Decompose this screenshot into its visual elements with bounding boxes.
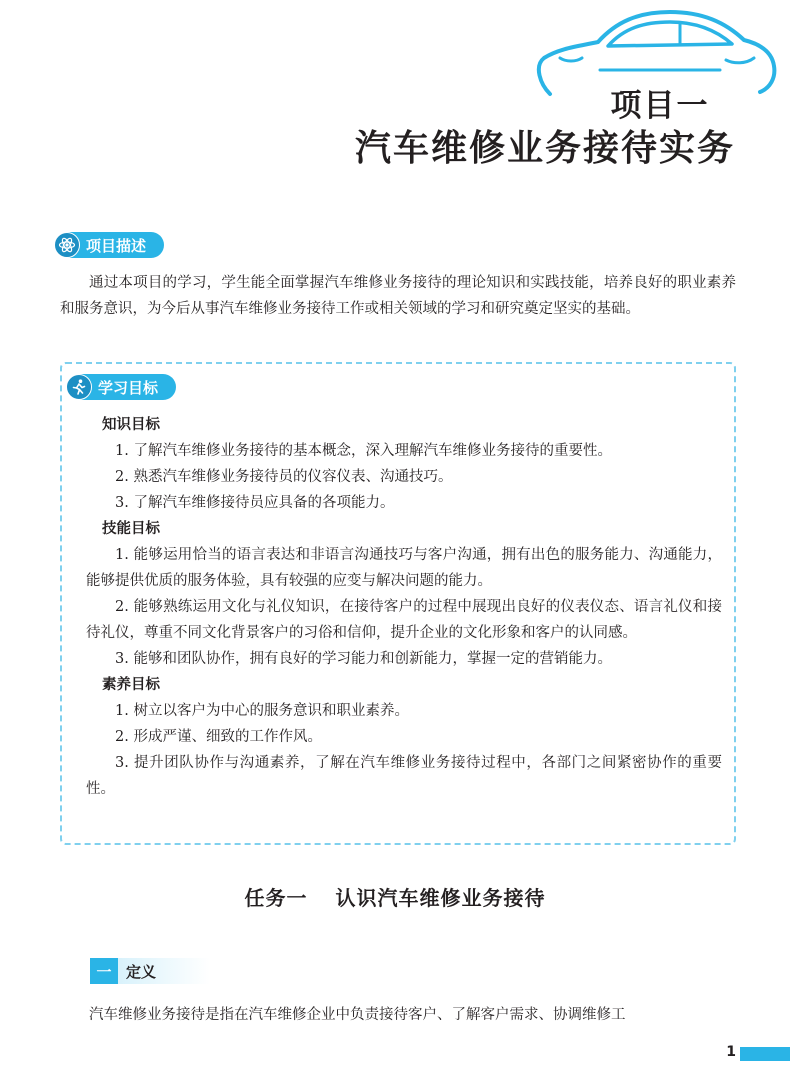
knowledge-objectives-heading: 知识目标 bbox=[102, 417, 160, 433]
list-item: 2. 能够熟练运用文化与礼仪知识，在接待客户的过程中展现出良好的仪表仪态、语言礼仪和接待礼仪，尊重不同文化背景客户的习俗和信仰，提升企业的文化形象和客户的认同感。 bbox=[86, 599, 722, 641]
list-item: 1. 能够运用恰当的语言表达和非语言沟通技巧与客户沟通，拥有出色的服务能力、沟通能力，能够提供优质的服务体验，具有较强的应变与解决问题的能力。 bbox=[86, 547, 722, 589]
project-title: 汽车维修业务接待实务 bbox=[354, 128, 735, 169]
section-number: 一 bbox=[90, 958, 118, 984]
learning-objectives-tag bbox=[68, 374, 176, 400]
project-description-text: 通过本项目的学习，学生能全面掌握汽车维修业务接待的理论知识和实践技能，培养良好的职业素养和服务意识，为今后从事汽车维修业务接待工作或相关领域的学习和研究奠定坚实的基础。 bbox=[60, 275, 736, 317]
list-item: 3. 了解汽车维修接待员应具备的各项能力。 bbox=[115, 495, 395, 511]
task-title bbox=[0, 882, 790, 911]
skill-objectives-heading: 技能目标 bbox=[102, 521, 160, 537]
section-label: 定义 bbox=[126, 962, 157, 981]
list-item: 3. 能够和团队协作，拥有良好的学习能力和创新能力，掌握一定的营销能力。 bbox=[115, 651, 612, 667]
project-description-tag bbox=[56, 232, 164, 258]
task-name: 认识汽车维修业务接待 bbox=[335, 886, 546, 910]
task-number: 任务一 bbox=[244, 886, 308, 910]
list-item: 2. 形成严谨、细致的工作作风。 bbox=[115, 729, 322, 745]
list-item: 1. 了解汽车维修业务接待的基本概念，深入理解汽车维修业务接待的重要性。 bbox=[115, 443, 612, 459]
section-heading bbox=[90, 958, 210, 984]
project-number: 项目一 bbox=[610, 88, 710, 124]
list-item: 3. 提升团队协作与沟通素养，了解在汽车维修业务接待过程中，各部门之间紧密协作的重要性。 bbox=[86, 755, 722, 797]
quality-objectives-heading: 素养目标 bbox=[102, 677, 160, 693]
project-description-label: 项目描述 bbox=[86, 236, 147, 255]
page-number-bar bbox=[740, 1047, 790, 1061]
list-item: 1. 树立以客户为中心的服务意识和职业素养。 bbox=[115, 703, 409, 719]
objectives-content bbox=[86, 412, 722, 802]
body-paragraph: 汽车维修业务接待是指在汽车维修企业中负责接待客户、了解客户需求、协调维修工 bbox=[89, 1007, 626, 1023]
running-person-icon bbox=[66, 374, 92, 400]
learning-objectives-label: 学习目标 bbox=[98, 378, 159, 397]
list-item: 2. 熟悉汽车维修业务接待员的仪容仪表、沟通技巧。 bbox=[115, 469, 453, 485]
atom-icon bbox=[54, 232, 80, 258]
page-number: 1 bbox=[726, 1044, 736, 1060]
